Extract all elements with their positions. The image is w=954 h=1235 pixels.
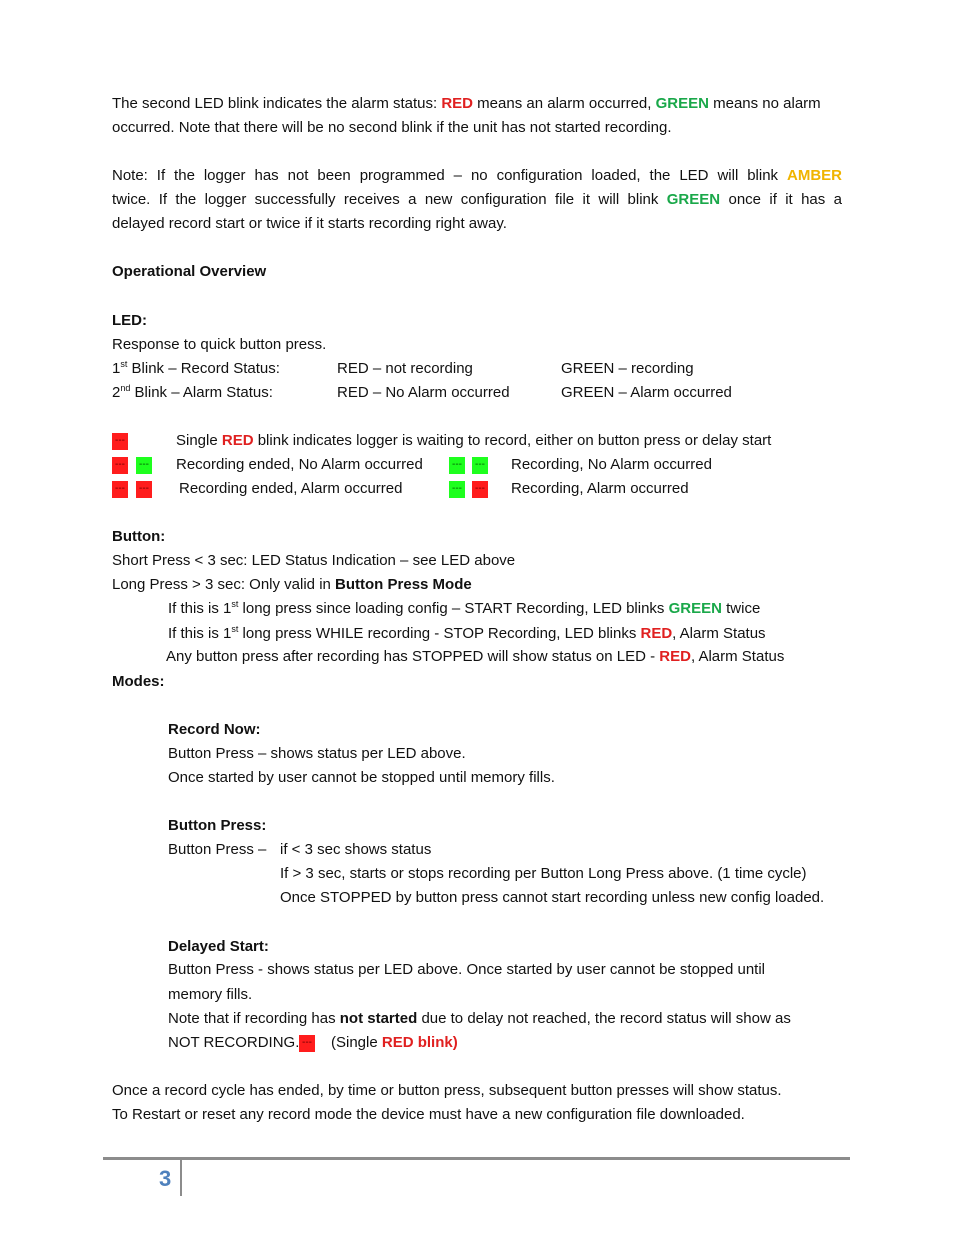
para-note-line1	[112, 166, 842, 186]
text: Single	[176, 432, 222, 449]
para-note-line2	[112, 190, 842, 210]
green-keyword: GREEN	[668, 600, 722, 617]
text: 2	[112, 384, 121, 401]
led-response-text: Response to quick button press.	[112, 336, 327, 353]
text: twice. If the logger successfully receives a new configuration file it will blink	[112, 191, 667, 208]
bold-text: Button Press Mode	[335, 576, 472, 593]
mode-delayed-start-line3	[168, 1009, 791, 1029]
mode-record-now-line2: Once started by user cannot be stopped until memory fills.	[168, 769, 555, 786]
superscript: st	[120, 359, 128, 369]
text: due to delay not reached, the record status will show as	[417, 1010, 791, 1027]
text: 1	[112, 360, 121, 377]
text: , Alarm Status	[690, 648, 785, 665]
page-number: 3	[159, 1166, 172, 1191]
text: twice	[721, 600, 761, 617]
legend-ended-alarm: Recording ended, Alarm occurred	[179, 480, 403, 497]
red-keyword: RED blink)	[381, 1034, 458, 1051]
led-row2-red: RED – No Alarm occurred	[337, 384, 510, 401]
red-blink-block: ---	[136, 481, 152, 498]
text: The second LED blink indicates the alarm status:	[112, 95, 442, 112]
mode-button-press-title: Button Press:	[168, 817, 267, 834]
red-keyword: RED	[441, 95, 474, 112]
text: Note: If the logger has not been programmed – no configuration loaded, the LED will blink	[112, 167, 787, 184]
led-row1-red: RED – not recording	[337, 360, 473, 377]
bold-text: not started	[339, 1010, 418, 1027]
legend-recording-alarm: Recording, Alarm occurred	[511, 480, 689, 497]
modes-heading: Modes:	[112, 673, 165, 690]
mode-delayed-start-line4b	[331, 1033, 458, 1053]
text: Blink – Record Status:	[127, 360, 280, 377]
closing-line1: Once a record cycle has ended, by time or button press, subsequent button presses will show status.	[112, 1082, 782, 1099]
text: means no alarm	[708, 95, 821, 112]
amber-keyword: AMBER	[787, 167, 842, 184]
text: Blink – Alarm Status:	[130, 384, 273, 401]
button-item-stop	[168, 624, 766, 644]
red-blink-block: ---	[299, 1035, 315, 1052]
green-blink-block: ---	[136, 457, 152, 474]
mode-record-now-line1: Button Press – shows status per LED above.	[168, 745, 466, 762]
led-row1-green: GREEN – recording	[561, 360, 694, 377]
led-row2-green: GREEN – Alarm occurred	[561, 384, 732, 401]
red-blink-block: ---	[472, 481, 488, 498]
red-keyword: RED	[221, 432, 254, 449]
superscript: st	[231, 599, 239, 609]
text: Long Press > 3 sec: Only valid in	[112, 576, 336, 593]
button-heading: Button:	[112, 528, 166, 545]
mode-delayed-start-title: Delayed Start:	[168, 938, 269, 955]
text: Any button press after recording has STOPPED will show status on LED -	[166, 648, 660, 665]
button-short-press: Short Press < 3 sec: LED Status Indication – see LED above	[112, 552, 516, 569]
text: means an alarm occurred,	[473, 95, 656, 112]
mode-delayed-start-line4a: NOT RECORDING.	[168, 1034, 300, 1051]
mode-record-now-title: Record Now:	[168, 721, 261, 738]
text: If this is 1	[168, 625, 232, 642]
green-keyword: GREEN	[655, 95, 709, 112]
superscript: nd	[120, 383, 131, 393]
text: (Single	[331, 1034, 382, 1051]
para-note-line3: delayed record start or twice if it starts recording right away.	[112, 215, 507, 232]
led-row2-label	[112, 383, 273, 403]
green-blink-block: ---	[472, 457, 488, 474]
legend-single-red	[176, 431, 771, 451]
green-blink-block: ---	[449, 481, 465, 498]
green-blink-block: ---	[449, 457, 465, 474]
section-heading-operational-overview: Operational Overview	[112, 263, 267, 280]
red-blink-block: ---	[112, 457, 128, 474]
footer-rule	[103, 1157, 850, 1160]
button-item-after-stop	[166, 647, 784, 667]
closing-line2: To Restart or reset any record mode the device must have a new configuration file downloaded.	[112, 1106, 745, 1123]
legend-recording-no-alarm: Recording, No Alarm occurred	[511, 456, 712, 473]
red-keyword: RED	[659, 648, 691, 665]
button-item-start	[168, 599, 760, 619]
text: , Alarm Status	[672, 625, 766, 642]
para-alarm-status-line1	[112, 94, 821, 114]
red-blink-block: ---	[112, 433, 128, 450]
mode-delayed-start-line2: memory fills.	[168, 986, 253, 1003]
mode-button-press-line3: Once STOPPED by button press cannot start recording unless new config loaded.	[280, 889, 825, 906]
legend-ended-no-alarm: Recording ended, No Alarm occurred	[176, 456, 423, 473]
button-long-press	[112, 575, 472, 595]
superscript: st	[231, 624, 239, 634]
mode-button-press-line1: if < 3 sec shows status	[280, 841, 432, 858]
text: once if it has a	[720, 191, 842, 208]
text: Note that if recording has	[168, 1010, 340, 1027]
green-keyword: GREEN	[666, 191, 721, 208]
text: If this is 1	[168, 600, 232, 617]
text: long press since loading config – START Recording, LED blinks	[238, 600, 669, 617]
text: blink indicates logger is waiting to record, either on button press or delay start	[253, 432, 772, 449]
mode-button-press-line1-label: Button Press –	[168, 841, 267, 858]
text: long press WHILE recording - STOP Recording, LED blinks	[238, 625, 641, 642]
red-keyword: RED	[640, 625, 673, 642]
led-heading: LED:	[112, 312, 147, 329]
mode-delayed-start-line1: Button Press - shows status per LED above. Once started by user cannot be stopped until	[168, 961, 765, 978]
red-blink-block: ---	[112, 481, 128, 498]
footer-divider	[180, 1160, 182, 1196]
led-row1-label	[112, 359, 280, 379]
para-alarm-status-line2: occurred. Note that there will be no second blink if the unit has not started recording.	[112, 119, 672, 136]
mode-button-press-line2: If > 3 sec, starts or stops recording per Button Long Press above. (1 time cycle)	[280, 865, 807, 882]
